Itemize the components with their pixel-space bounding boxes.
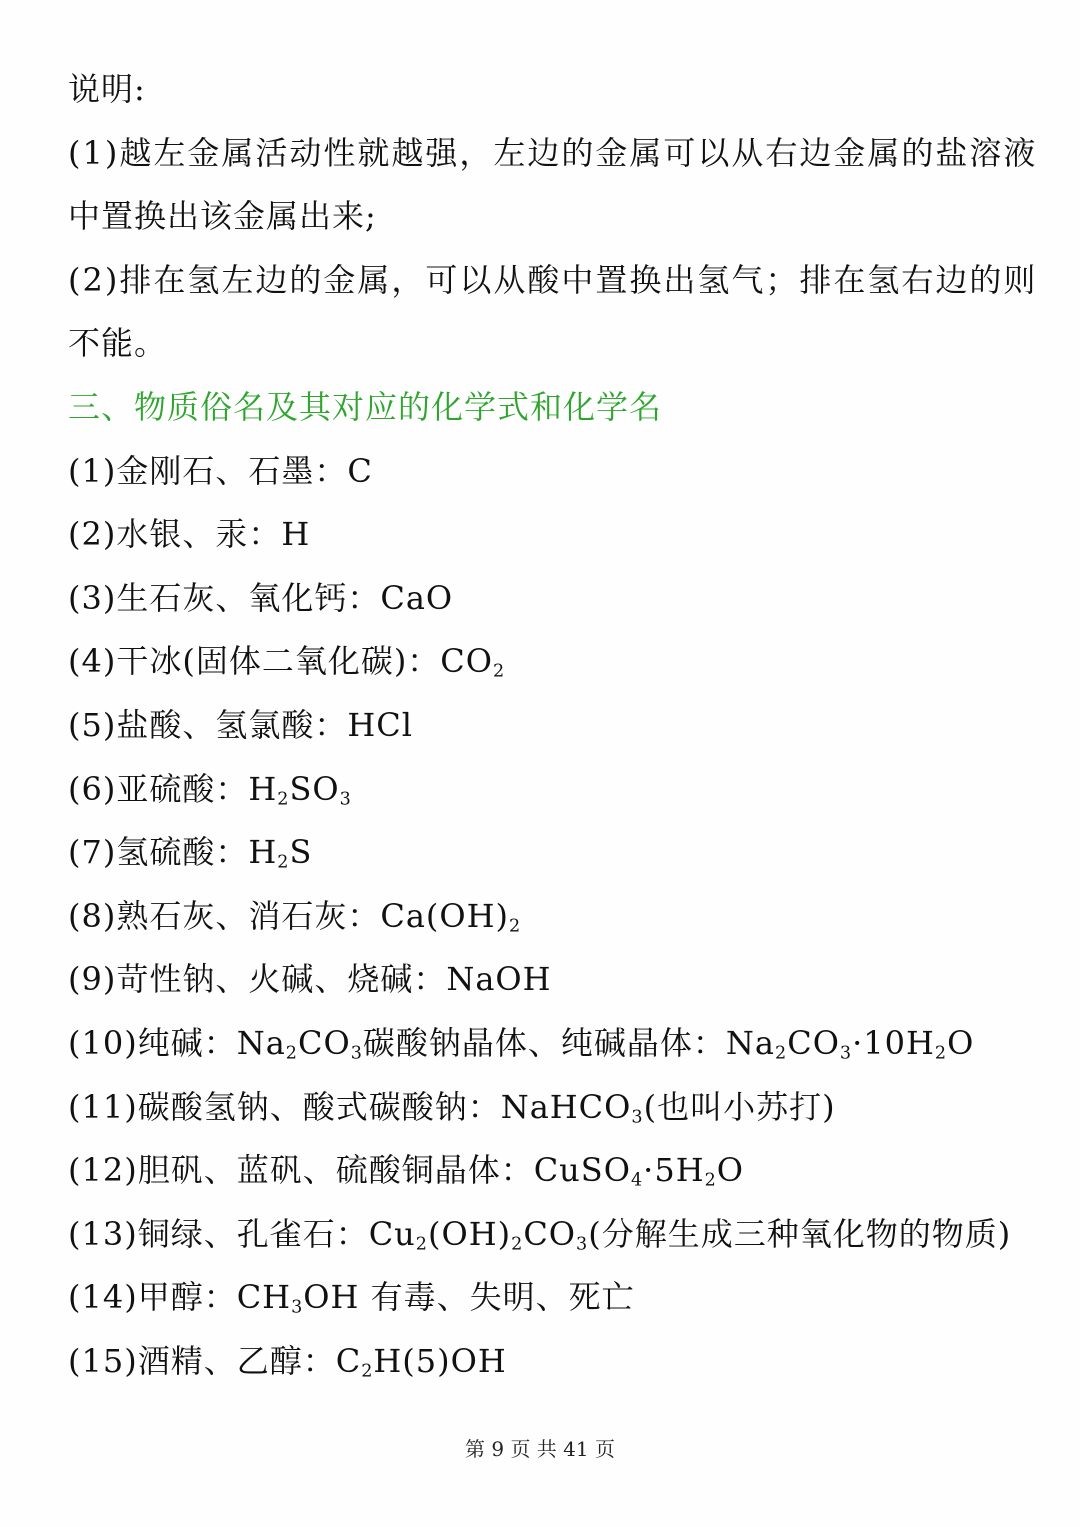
list-item-2: (2)水银、汞：H — [68, 515, 311, 554]
list-item-13: (13)铜绿、孔雀石：$Cu_2(OH)_2CO_3$(分解生成三种氧化物的物质) — [68, 1214, 1012, 1255]
note-item-2: (2)排在氢左边的金属，可以从酸中置换出氢气；排在氢右边的则 — [68, 260, 1038, 299]
list-item-10: (10)纯碱：$Na_2CO_3$碳酸钠晶体、纯碱晶体：$Na_2CO_3\cdot 10H_2O$ — [68, 1023, 975, 1064]
list-item-8: (8)熟石灰、消石灰：$Ca(OH)_2$ — [68, 896, 522, 937]
list-item-11: (11)碳酸氢钠、酸式碳酸钠：NaHCO$_3$(也叫小苏打) — [68, 1087, 836, 1127]
note-item-1: (1)越左金属活动性就越强，左边的金属可以从右边金属的盐溶液 — [68, 133, 1038, 172]
list-item-15: (15)酒精、乙醇：$C_2H(5)OH$ — [68, 1341, 507, 1382]
section-heading: 三、物质俗名及其对应的化学式和化学名 — [68, 387, 663, 426]
list-item-3: (3)生石灰、氧化钙：CaO — [68, 578, 454, 617]
list-item-5: (5)盐酸、氢氯酸：HCl — [68, 705, 413, 744]
list-item-4: (4)干冰(固体二氧化碳)：$CO_2$ — [68, 642, 506, 682]
list-item-1: (1)金刚石、石墨：C — [68, 451, 373, 490]
page-content — [68, 58, 1038, 1393]
note-item-1-cont: 中置换出该金属出来; — [68, 197, 377, 236]
note-item-2-cont: 不能。 — [68, 324, 168, 363]
note-title: 说明: — [68, 70, 146, 108]
list-item-7: (7)氢硫酸：$H_2S$ — [68, 833, 313, 873]
list-item-6: (6)亚硫酸：$H_2SO_3$ — [68, 769, 352, 809]
list-item-9: (9)苛性钠、火碱、烧碱：NaOH — [68, 960, 552, 999]
list-item-14: (14)甲醇：$CH_3OH$ 有毒、失明、死亡 — [68, 1278, 635, 1318]
page-footer: 第 9 页 共 41 页 — [465, 1437, 615, 1461]
list-item-12: (12)胆矾、蓝矾、硫酸铜晶体：$CuSO_4\cdot 5H_2O$ — [68, 1151, 745, 1191]
